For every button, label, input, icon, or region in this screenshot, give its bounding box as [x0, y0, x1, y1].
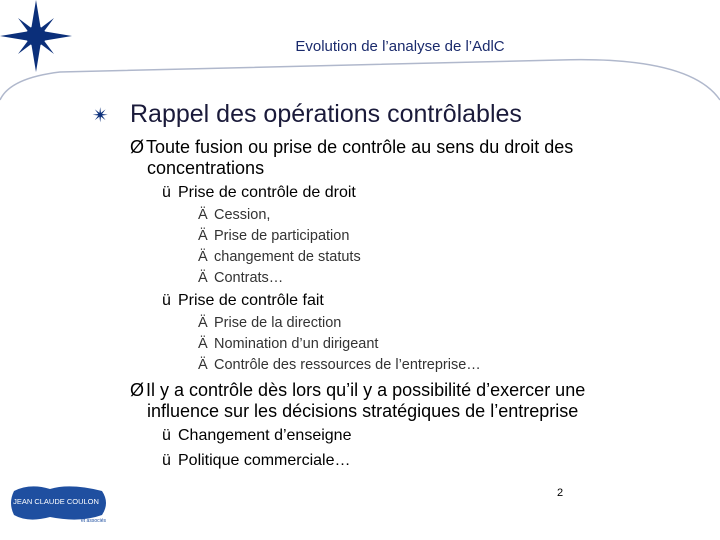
- bullet-2: [130, 380, 585, 401]
- sub-bullet-1-1: [162, 183, 356, 202]
- bullet-2-line-1: Il y a contrôle dès lors qu’il y a possibilité d’exercer une: [146, 380, 586, 400]
- arrow-icon: Ä: [198, 357, 208, 373]
- sub-bullet-1-2-text: Prise de contrôle fait: [178, 292, 324, 309]
- arrow-bullet-icon: Ø: [130, 137, 145, 157]
- arrow-icon: Ä: [198, 207, 208, 223]
- logo-subtext: et associés: [80, 518, 106, 524]
- list-item-text: Cession,: [214, 207, 271, 223]
- list-item: [198, 247, 361, 268]
- slide-title: Rappel des opérations contrôlables: [130, 100, 522, 128]
- page-number: 2: [556, 487, 564, 499]
- sub-bullet-2-2-text: Politique commerciale…: [178, 452, 351, 469]
- arrow-bullet-icon: Ø: [130, 380, 145, 400]
- list-item: [198, 334, 378, 355]
- sub-bullet-1-1-text: Prise de contrôle de droit: [178, 184, 356, 201]
- bullet-star-icon: ✴: [92, 105, 109, 127]
- compass-star-icon: [0, 0, 72, 72]
- sub-bullet-2-1: [162, 426, 351, 445]
- header-title: Evolution de l’analyse de l’AdlC: [295, 38, 505, 55]
- sub-bullet-2-2: [162, 451, 351, 470]
- list-item-text: Prise de participation: [214, 228, 350, 244]
- list-item-text: Contrats…: [214, 270, 284, 286]
- arrow-icon: Ä: [198, 249, 208, 265]
- bullet-1-line-2: concentrations: [147, 158, 265, 178]
- list-item-text: Nomination d’un dirigeant: [214, 336, 379, 352]
- arrow-icon: Ä: [198, 228, 208, 244]
- arrow-icon: Ä: [198, 336, 208, 352]
- check-icon: ü: [162, 184, 171, 201]
- list-item: [198, 313, 341, 334]
- check-icon: ü: [162, 292, 171, 309]
- bullet-1-line-1: Toute fusion ou prise de contrôle au sens du droit des: [146, 137, 574, 157]
- bullet-2-line-2: influence sur les décisions stratégiques de l’entreprise: [147, 401, 579, 421]
- list-item: [198, 205, 270, 226]
- company-logo: [11, 486, 106, 524]
- list-item: [198, 355, 481, 376]
- sub-bullet-2-1-text: Changement d’enseigne: [178, 427, 352, 444]
- list-item-text: Prise de la direction: [214, 315, 342, 331]
- check-icon: ü: [162, 452, 171, 469]
- arrow-icon: Ä: [198, 270, 208, 286]
- check-icon: ü: [162, 427, 171, 444]
- logo-text: JEAN CLAUDE COULON: [13, 497, 99, 506]
- list-item-text: changement de statuts: [214, 249, 361, 265]
- list-item: [198, 226, 349, 247]
- list-item-text: Contrôle des ressources de l’entreprise…: [214, 357, 481, 373]
- list-item: [198, 268, 283, 289]
- arrow-icon: Ä: [198, 315, 208, 331]
- sub-bullet-1-2: [162, 291, 324, 310]
- decorative-curve: [0, 60, 720, 100]
- bullet-1: [130, 137, 573, 158]
